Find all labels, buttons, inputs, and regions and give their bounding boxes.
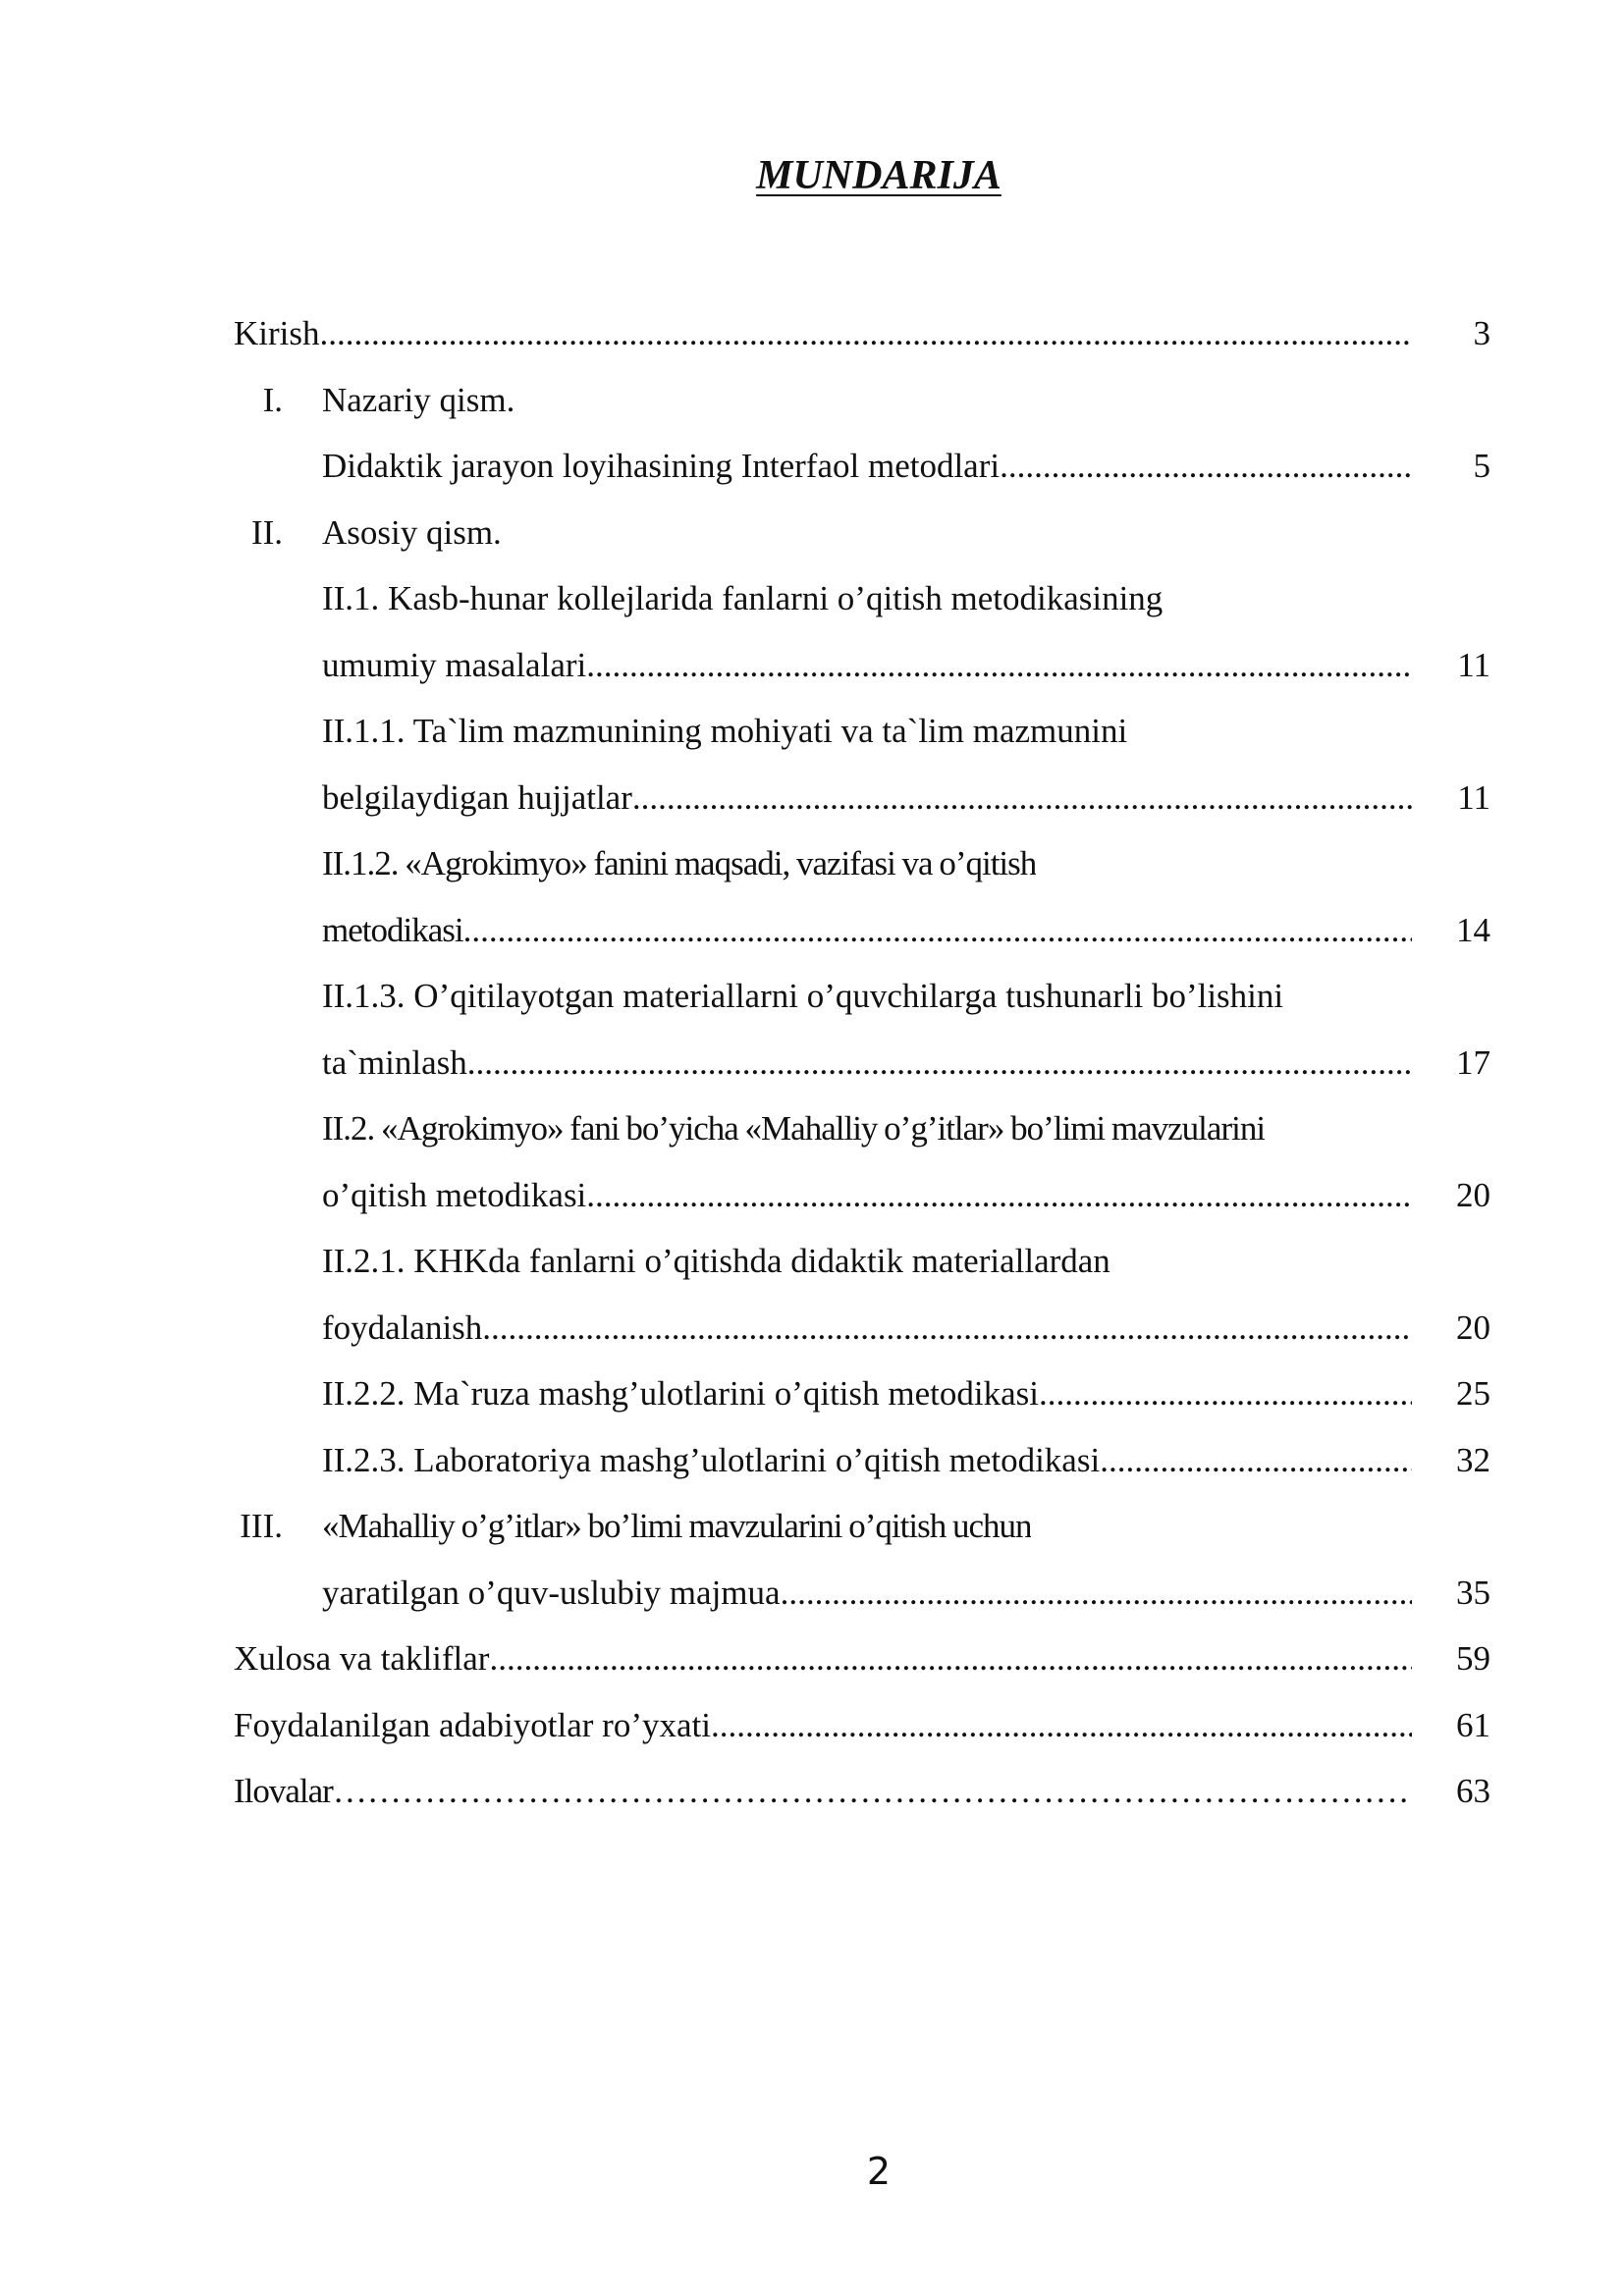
toc-page-number: 17 [1456, 1042, 1490, 1082]
toc-entry-text [322, 897, 1412, 964]
dot-leader [1000, 433, 1412, 500]
toc-entry-label: umumiy masalalari [322, 645, 587, 684]
toc-entry-text [322, 433, 1412, 500]
toc-page-number: 63 [1456, 1772, 1490, 1810]
toc-entry-text [322, 367, 514, 434]
toc-entry-text [322, 765, 1412, 831]
toc-page-number: 11 [1457, 645, 1490, 684]
toc-entry-label: o’qitish metodikasi [322, 1175, 587, 1214]
toc-entry-label: Ilovalar [234, 1772, 333, 1810]
toc-page-number: 35 [1456, 1573, 1490, 1612]
toc-entry-ii-1[interactable] [234, 565, 1490, 632]
toc-entry-text [322, 1030, 1412, 1096]
dot-leader [333, 1758, 1412, 1825]
toc-entry-label: Didaktik jarayon loyihasining Interfaol metodlari [322, 447, 1001, 485]
page-title: MUNDARIJA [756, 153, 1001, 198]
dot-leader [489, 1626, 1412, 1692]
toc-entry-label: belgilaydigan hujjatlar [322, 777, 632, 817]
toc-entry-label: II.1.1. Ta`lim mazmunining mohiyati va ta`lim mazmunini [322, 712, 1128, 750]
toc-entry-text [322, 1493, 1031, 1560]
toc-entry-text [322, 1095, 1265, 1162]
toc-page-number: 5 [1473, 447, 1490, 485]
dot-leader [711, 1692, 1412, 1759]
toc-entry-text [322, 632, 1412, 699]
toc-entry-ii-2-3[interactable] [234, 1427, 1490, 1494]
toc-entry-ii-1-3[interactable] [234, 963, 1490, 1030]
toc-entry-ii-1-1-continued[interactable] [234, 765, 1490, 831]
toc-page-number: 59 [1456, 1639, 1490, 1678]
toc-entry-label: II.2. «Agrokimyo» fani bo’yicha «Mahalliy o’g’itlar» bo’limi mavzularini [322, 1109, 1266, 1148]
toc-section-ii[interactable] [234, 500, 1490, 566]
toc-page-number: 25 [1456, 1374, 1490, 1413]
toc-entry-ii-1-continued[interactable] [234, 632, 1490, 699]
toc-entry-text [322, 698, 1127, 765]
toc-entry-label: «Mahalliy o’g’itlar» bo’limi mavzularini o’qitish uchun [322, 1507, 1032, 1545]
dot-leader [586, 632, 1412, 699]
toc-page-number: 20 [1456, 1308, 1490, 1347]
toc-entry-label: yaratilgan o’quv-uslubiy majmua [322, 1573, 781, 1612]
toc-entry-label: Asosiy qism. [322, 512, 502, 552]
toc-entry-label: Xulosa va takliflar [234, 1639, 490, 1678]
toc-page-number: 14 [1456, 910, 1490, 949]
toc-entry-ii-2-1[interactable] [234, 1228, 1490, 1295]
toc-entry-text [322, 1427, 1412, 1494]
dot-leader [320, 300, 1413, 367]
toc-entry-text [234, 300, 1412, 367]
toc-entry-adabiyotlar[interactable] [234, 1692, 1490, 1759]
table-of-contents [234, 300, 1490, 1825]
toc-entry-ii-1-1[interactable] [234, 698, 1490, 765]
toc-entry-text [322, 963, 1283, 1030]
dot-leader [463, 897, 1412, 964]
toc-entry-text [322, 830, 1036, 897]
toc-entry-ii-2-2[interactable] [234, 1361, 1490, 1427]
toc-entry-text [322, 1295, 1412, 1362]
toc-page-number: 32 [1456, 1440, 1490, 1479]
toc-section-iii[interactable] [234, 1493, 1490, 1560]
toc-entry-text [322, 1560, 1412, 1627]
dot-leader [1039, 1361, 1412, 1427]
toc-entry-label: ta`minlash [322, 1042, 467, 1082]
toc-entry-label: Kirish [234, 314, 320, 352]
toc-entry-ii-2-1-continued[interactable] [234, 1295, 1490, 1362]
toc-section-number: I. [262, 380, 283, 419]
toc-entry-text [322, 1361, 1412, 1427]
toc-entry-text [322, 500, 502, 566]
toc-entry-ii-1-3-continued[interactable] [234, 1030, 1490, 1096]
toc-entry-label: II.1.2. «Agrokimyo» fanini maqsadi, vazifasi va o’qitish [322, 844, 1037, 882]
toc-entry-ii-1-2-continued[interactable] [234, 897, 1490, 964]
toc-page-number: 61 [1456, 1705, 1490, 1744]
toc-entry-didaktik[interactable] [234, 433, 1490, 500]
dot-leader [632, 765, 1412, 831]
toc-entry-text [322, 565, 1163, 632]
page-number: 2 [866, 2150, 892, 2193]
toc-entry-label: II.2.2. Ma`ruza mashg’ulotlarini o’qitish metodikasi [322, 1374, 1039, 1413]
toc-entry-label: II.2.3. Laboratoriya mashg’ulotlarini o’qitish metodikasi [322, 1440, 1101, 1479]
toc-entry-ii-1-2[interactable] [234, 830, 1490, 897]
toc-section-iii-continued[interactable] [234, 1560, 1490, 1627]
toc-entry-ii-2-continued[interactable] [234, 1162, 1490, 1229]
toc-entry-text [234, 1692, 1412, 1759]
toc-entry-ilovalar[interactable] [234, 1758, 1490, 1825]
dot-leader [586, 1162, 1412, 1229]
toc-entry-xulosa[interactable] [234, 1626, 1490, 1692]
toc-page-number: 3 [1473, 314, 1490, 352]
toc-section-i[interactable] [234, 367, 1490, 434]
toc-section-number: III. [240, 1507, 283, 1545]
toc-entry-label: II.2.1. KHKda fanlarni o’qitishda didaktik materiallardan [322, 1242, 1110, 1280]
dot-leader [467, 1030, 1412, 1096]
dot-leader [781, 1560, 1412, 1627]
toc-entry-ii-2[interactable] [234, 1095, 1490, 1162]
toc-entry-label: II.1. Kasb-hunar kollejlarida fanlarni o’qitish metodikasining [322, 579, 1164, 617]
toc-entry-text [322, 1228, 1110, 1295]
toc-entry-label: Nazariy qism. [322, 380, 515, 419]
toc-page-number: 11 [1457, 777, 1490, 817]
toc-entry-label: metodikasi [322, 910, 463, 949]
toc-entry-label: II.1.3. O’qitilayotgan materiallarni o’quvchilarga tushunarli bo’lishini [322, 977, 1284, 1015]
dot-leader [482, 1295, 1412, 1362]
toc-entry-text [234, 1758, 1412, 1825]
toc-entry-label: Foydalanilgan adabiyotlar ro’yxati [234, 1705, 711, 1744]
dot-leader [1100, 1427, 1412, 1494]
toc-entry-text [322, 1162, 1412, 1229]
toc-entry-kirish[interactable] [234, 300, 1490, 367]
toc-entry-label: foydalanish [322, 1308, 483, 1347]
toc-entry-text [234, 1626, 1412, 1692]
toc-page-number: 20 [1456, 1175, 1490, 1214]
toc-section-number: II. [250, 512, 283, 552]
